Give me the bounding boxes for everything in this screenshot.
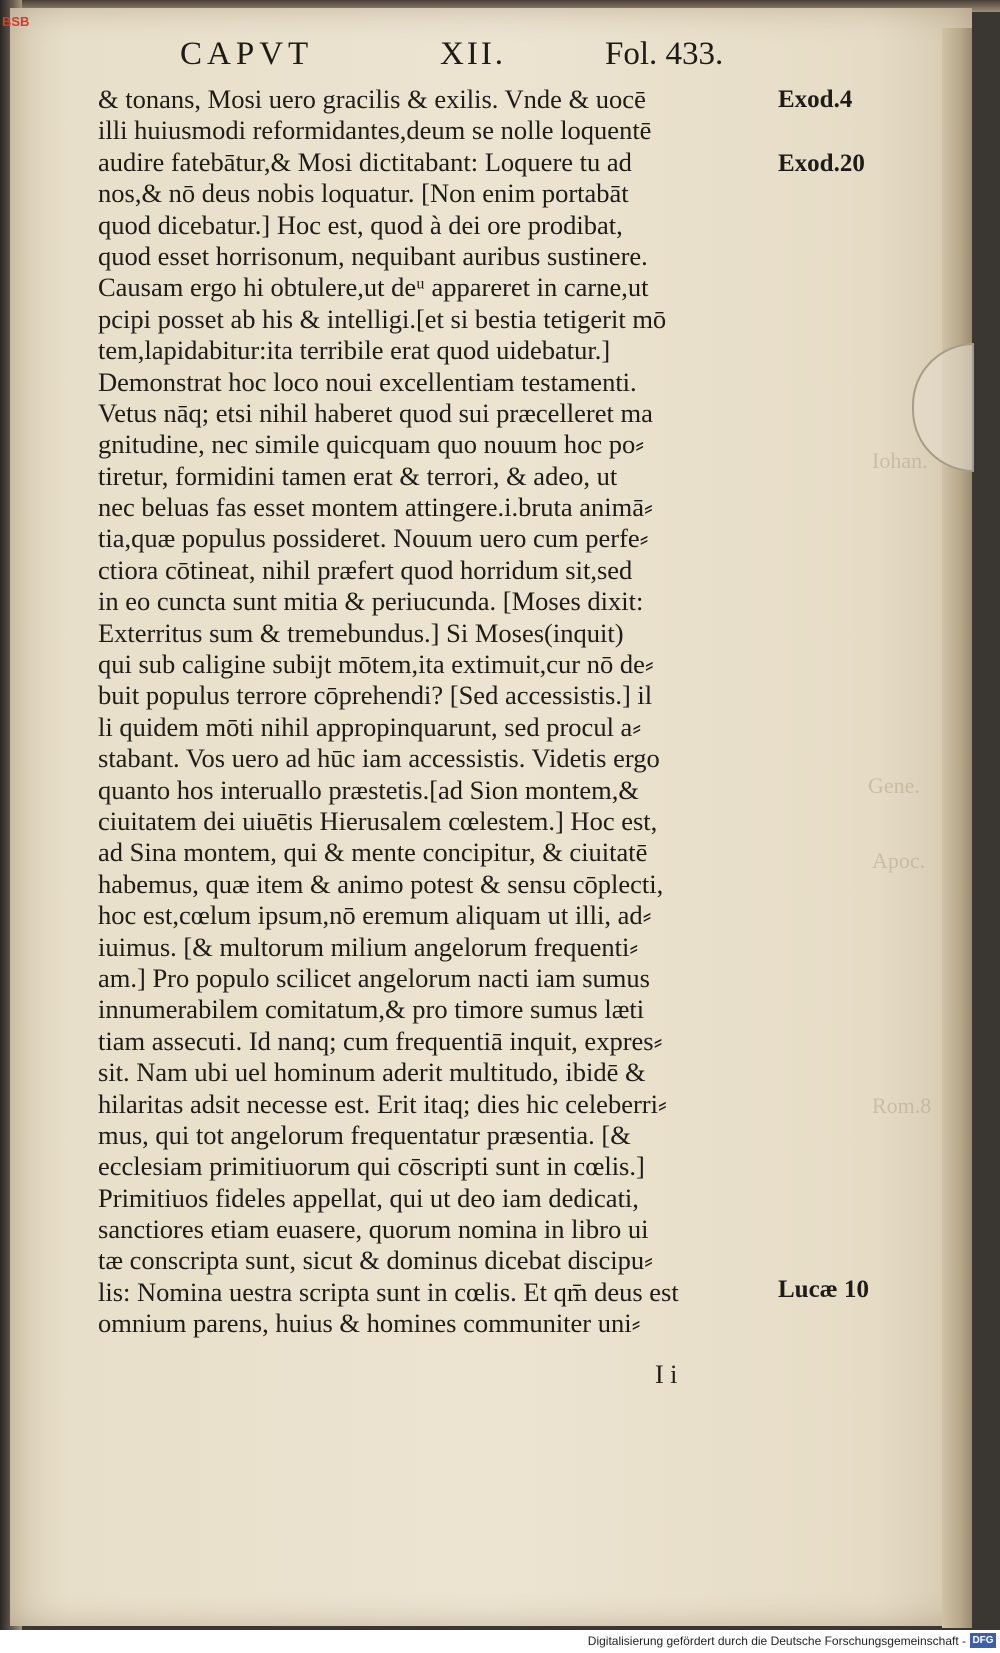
main-text-block [98, 84, 778, 1340]
text-line: li quidem mōti nihil appropinquarunt, sed procul a⸗ [98, 711, 642, 742]
margin-note-exodus-4: Exod.4 [778, 86, 853, 113]
text-line: Demonstrat hoc loco noui excellentiam testamenti. [98, 366, 637, 397]
text-line: audire fatebātur,& Mosi dictitabant: Loquere tu ad [98, 146, 632, 177]
digitization-footer [0, 1630, 1000, 1653]
text-line: hilaritas adsit necesse est. Erit itaq; dies hic celeberri⸗ [98, 1088, 667, 1119]
page-fore-edge [942, 28, 972, 1628]
text-line: gnitudine, nec simile quicquam quo nouum hoc po⸗ [98, 429, 645, 460]
text-line: sit. Nam ubi uel hominum aderit multitudo, ibidē & [98, 1057, 646, 1088]
text-line: Causam ergo hi obtulere,ut deᵘ appareret in carne,ut [98, 272, 649, 303]
text-line: tem,lapidabitur:ita terribile erat quod uidebatur.] [98, 335, 611, 366]
text-line: in eo cuncta sunt mitia & periucunda. [Moses dixit: [98, 586, 644, 617]
text-line: tæ conscripta sunt, sicut & dominus dicebat discipu⸗ [98, 1245, 653, 1276]
text-line: habemus, quæ item & animo potest & sensu cōplecti, [98, 868, 664, 899]
text-line: omnium parens, huius & homines communiter uni⸗ [98, 1308, 641, 1339]
text-line: pcipi posset ab his & intelligi.[et si bestia tetigerit mō [98, 303, 667, 334]
book-page [10, 8, 972, 1626]
bsb-watermark: BSB [2, 14, 30, 29]
text-line: quanto hos interuallo præstetis.[ad Sion montem,& [98, 774, 639, 805]
text-line: qui sub caligine subijt mōtem,ita extimuit,cur nō de⸗ [98, 649, 654, 680]
signature-mark: I i [655, 1360, 678, 1389]
show-through-text: Iohan. [872, 448, 928, 473]
text-line: nos,& nō deus nobis loquatur. [Non enim portabāt [98, 178, 629, 209]
text-line: hoc est,cœlum ipsum,nō eremum aliquam ut illi, ad⸗ [98, 900, 652, 931]
text-line: tiam assecuti. Id nanq; cum frequentiā inquit, expres⸗ [98, 1025, 663, 1056]
show-through-text: Gene. [868, 773, 920, 798]
text-line: buit populus terrore cōprehendi? [Sed accessistis.] il [98, 680, 653, 711]
text-line: iuimus. [& multorum milium angelorum frequenti⸗ [98, 931, 639, 962]
running-header [180, 36, 740, 82]
text-line: am.] Pro populo scilicet angelorum nacti iam sumus [98, 962, 650, 993]
margin-note-exodus-20: Exod.20 [778, 150, 865, 177]
header-caput: CAPVT [180, 36, 314, 72]
text-line: Primitiuos fideles appellat, qui ut deo iam dedicati, [98, 1182, 639, 1213]
text-line: tiretur, formidini tamen erat & terrori, & adeo, ut [98, 460, 618, 491]
text-line: tia,quæ populus possideret. Nouum uero cum perfe⸗ [98, 523, 649, 554]
text-line: Exterritus sum & tremebundus.] Si Moses(inquit) [98, 617, 624, 648]
text-line: Vetus nāq; etsi nihil haberet quod sui præcelleret ma [98, 397, 653, 428]
text-line: sanctiores etiam euasere, quorum nomina in libro ui [98, 1214, 649, 1245]
header-folio: Fol. 433. [605, 36, 724, 72]
text-line: & tonans, Mosi uero gracilis & exilis. Vnde & uocē [98, 84, 646, 114]
text-line: nec beluas fas esset montem attingere.i.bruta animā⸗ [98, 492, 653, 523]
text-line: ecclesiam primitiuorum qui cōscripti sunt in cœlis.] [98, 1151, 645, 1182]
text-line: quod dicebatur.] Hoc est, quod à dei ore prodibat, [98, 209, 623, 240]
text-line: innumerabilem comitatum,& pro timore sumus læti [98, 994, 645, 1025]
footer-credit: Digitalisierung gefördert durch die Deutsche Forschungsgemeinschaft - [587, 1634, 966, 1648]
text-line: mus, qui tot angelorum frequentatur præsentia. [& [98, 1119, 631, 1150]
text-line: lis: Nomina uestra scripta sunt in cœlis. Et qm̄ deus est [98, 1276, 679, 1307]
text-line: ctiora cōtineat, nihil præfert quod horridum sit,sed [98, 554, 633, 585]
show-through-text: Rom.8 [872, 1093, 932, 1118]
margin-note-luke-10: Lucæ 10 [778, 1276, 869, 1303]
text-line: quod esset horrisonum, nequibant auribus sustinere. [98, 240, 648, 271]
text-line: illi huiusmodi reformidantes,deum se nolle loquentē [98, 115, 652, 146]
dfg-logo: DFG [970, 1633, 996, 1648]
header-chapter-number: XII. [440, 36, 507, 72]
show-through-text: Apoc. [872, 848, 926, 873]
text-line: ad Sina montem, qui & mente concipitur, & ciuitatē [98, 837, 648, 868]
text-line: ciuitatem dei uiuētis Hierusalem cœlestem.] Hoc est, [98, 805, 658, 836]
text-line: stabant. Vos uero ad hūc iam accessistis. Videtis ergo [98, 743, 660, 774]
